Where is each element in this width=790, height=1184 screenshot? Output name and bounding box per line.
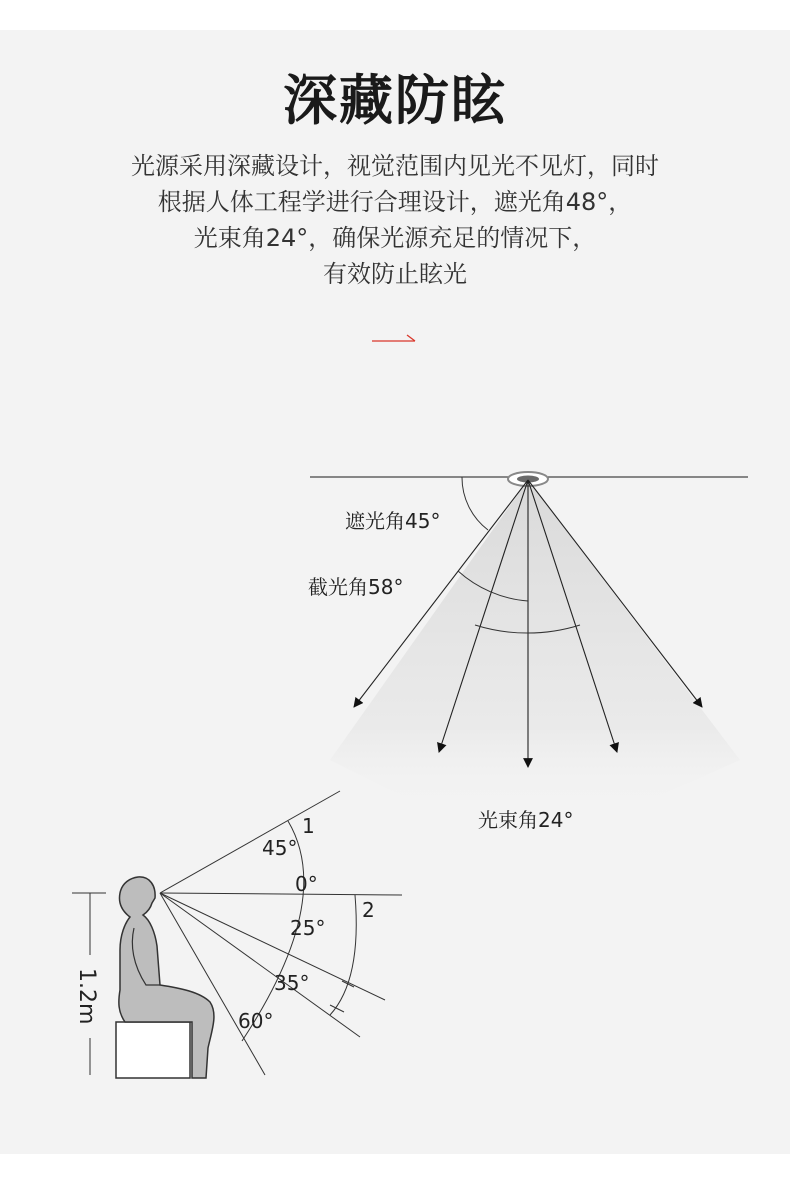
description-line: 光源采用深藏设计，视觉范围内见光不见灯，同时: [131, 152, 659, 180]
lamp-beam-diagram: [308, 472, 748, 832]
description-line: 光束角24°，确保光源充足的情况下，: [193, 224, 597, 252]
angle-label: 35°: [274, 971, 310, 995]
zone-label-1: 1: [302, 814, 315, 838]
viewing-angle-diagram: [72, 791, 402, 1078]
sight-line-0: [160, 893, 402, 895]
description-line: 根据人体工程学进行合理设计，遮光角48°，: [157, 188, 633, 216]
shielding-angle-arc: [462, 477, 488, 530]
description-line: 有效防止眩光: [323, 260, 467, 288]
angle-label: 25°: [290, 916, 326, 940]
angle-label: 45°: [262, 836, 298, 860]
shielding-angle-label: 遮光角45°: [345, 509, 441, 533]
cutoff-angle-label: 截光角58°: [308, 575, 404, 599]
page-title: 深藏防眩: [283, 69, 507, 132]
height-label: 1.2m: [74, 968, 99, 1025]
angle-label: 0°: [295, 872, 318, 896]
seated-person-icon: [116, 877, 214, 1078]
angle-label: 60°: [238, 1009, 274, 1033]
beam-angle-label: 光束角24°: [478, 808, 574, 832]
viewing-zone-2-arc: [330, 895, 356, 1015]
sight-line-25: [160, 893, 385, 1000]
zone-label-2: 2: [362, 898, 375, 922]
